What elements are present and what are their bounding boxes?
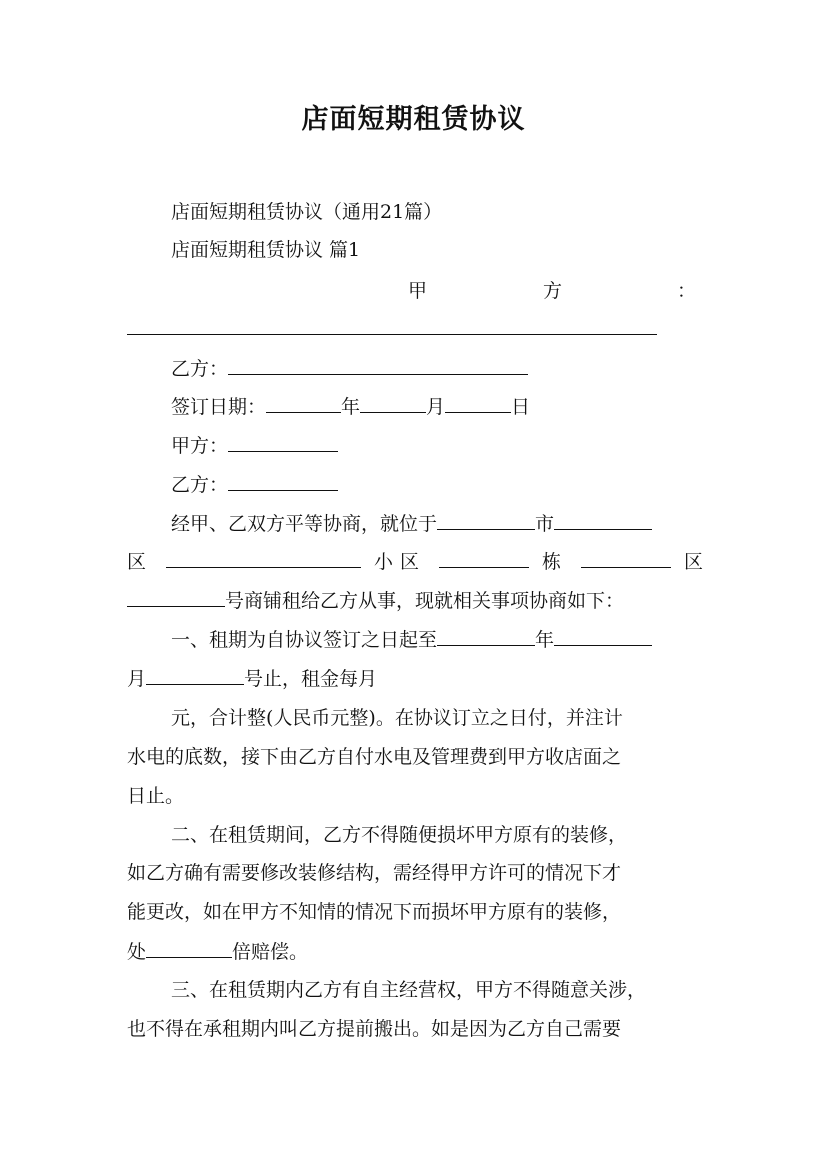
section-heading: 店面短期租赁协议 篇1 (171, 239, 361, 261)
rights-line-2: 也不得在承租期内叫乙方提前搬出。如是因为乙方自己需要 (127, 1018, 622, 1040)
sign-day-label: 日 (511, 396, 531, 418)
term-year-label: 年 (535, 629, 555, 651)
decor-penalty-blank (146, 939, 232, 958)
party-b-short-blank (228, 472, 338, 491)
party-b-blank (228, 356, 528, 375)
decor-line-3: 能更改，如在甲方不知情的情况下而损坏甲方原有的装修， (127, 901, 622, 923)
decor-penalty-label: 处 (127, 941, 147, 963)
party-b-short-line (171, 472, 338, 497)
rent-line-3: 日止。 (127, 785, 185, 807)
location-text-1: 经甲、乙双方平等协商，就位于 (171, 513, 438, 535)
location-building-blank (581, 549, 671, 568)
party-a-blank-line (127, 316, 657, 341)
location-district-label: 区 (127, 551, 153, 573)
party-a-blank (127, 316, 657, 335)
party-b-label: 乙方： (171, 358, 229, 380)
sign-month-blank (360, 394, 426, 413)
term-month-label: 月 (127, 668, 147, 690)
party-a-short-line (171, 433, 338, 458)
location-shop-blank (127, 588, 225, 607)
decor-penalty-text: 倍赔偿。 (232, 941, 309, 963)
term-day-blank (146, 666, 244, 685)
sign-month-label: 月 (426, 396, 446, 418)
location-district-blank (166, 549, 361, 568)
term-text-2: 号止，租金每月 (244, 668, 378, 690)
sign-day-blank (445, 394, 511, 413)
location-community-blank (439, 549, 529, 568)
sign-year-blank (266, 394, 341, 413)
party-a-colon: ： (677, 280, 697, 302)
rent-line-2: 水电的底数，接下由乙方自付水电及管理费到甲方收店面之 (127, 746, 622, 768)
location-line-1 (171, 511, 652, 536)
party-b-line (171, 356, 528, 381)
location-city-blank-pre (437, 511, 535, 530)
sign-year-label: 年 (341, 396, 361, 418)
location-text-3: 号商铺租给乙方从事，现就相关事项协商如下： (225, 590, 625, 612)
decor-line-2: 如乙方确有需要修改装修结构，需经得甲方许可的情况下才 (127, 862, 622, 884)
party-a-char-2: 方 (543, 280, 563, 302)
decor-line-1: 二、在租赁期间，乙方不得随便损坏甲方原有的装修， (171, 824, 628, 846)
term-line-1 (171, 627, 652, 652)
party-b-short-label: 乙方： (171, 474, 229, 496)
document-subtitle: 店面短期租赁协议（通用21篇） (171, 201, 443, 223)
location-line-3 (127, 588, 624, 613)
party-a-short-label: 甲方： (171, 435, 229, 457)
term-year-blank (437, 627, 535, 646)
location-city-label: 市 (535, 513, 555, 535)
location-area-label: 区 (683, 551, 703, 573)
term-text-1: 一、租期为自协议签订之日起至 (171, 629, 438, 651)
location-community-label: 小区 (374, 551, 426, 573)
sign-date-line (171, 394, 530, 419)
rent-line-1: 元，合计整(人民币元整)。在协议订立之日付，并注计 (171, 707, 623, 729)
document-title: 店面短期租赁协议 (301, 104, 526, 135)
decor-line-4 (127, 939, 308, 964)
location-line-2 (127, 549, 703, 574)
term-line-2 (127, 666, 377, 691)
location-city-blank (554, 511, 652, 530)
rights-line-1: 三、在租赁期内乙方有自主经营权，甲方不得随意关涉， (171, 979, 647, 1001)
party-a-char-1: 甲 (408, 280, 428, 302)
location-building-label: 栋 (541, 551, 568, 573)
party-a-short-blank (228, 433, 338, 452)
sign-date-label: 签订日期： (171, 396, 267, 418)
term-month-blank (554, 627, 652, 646)
